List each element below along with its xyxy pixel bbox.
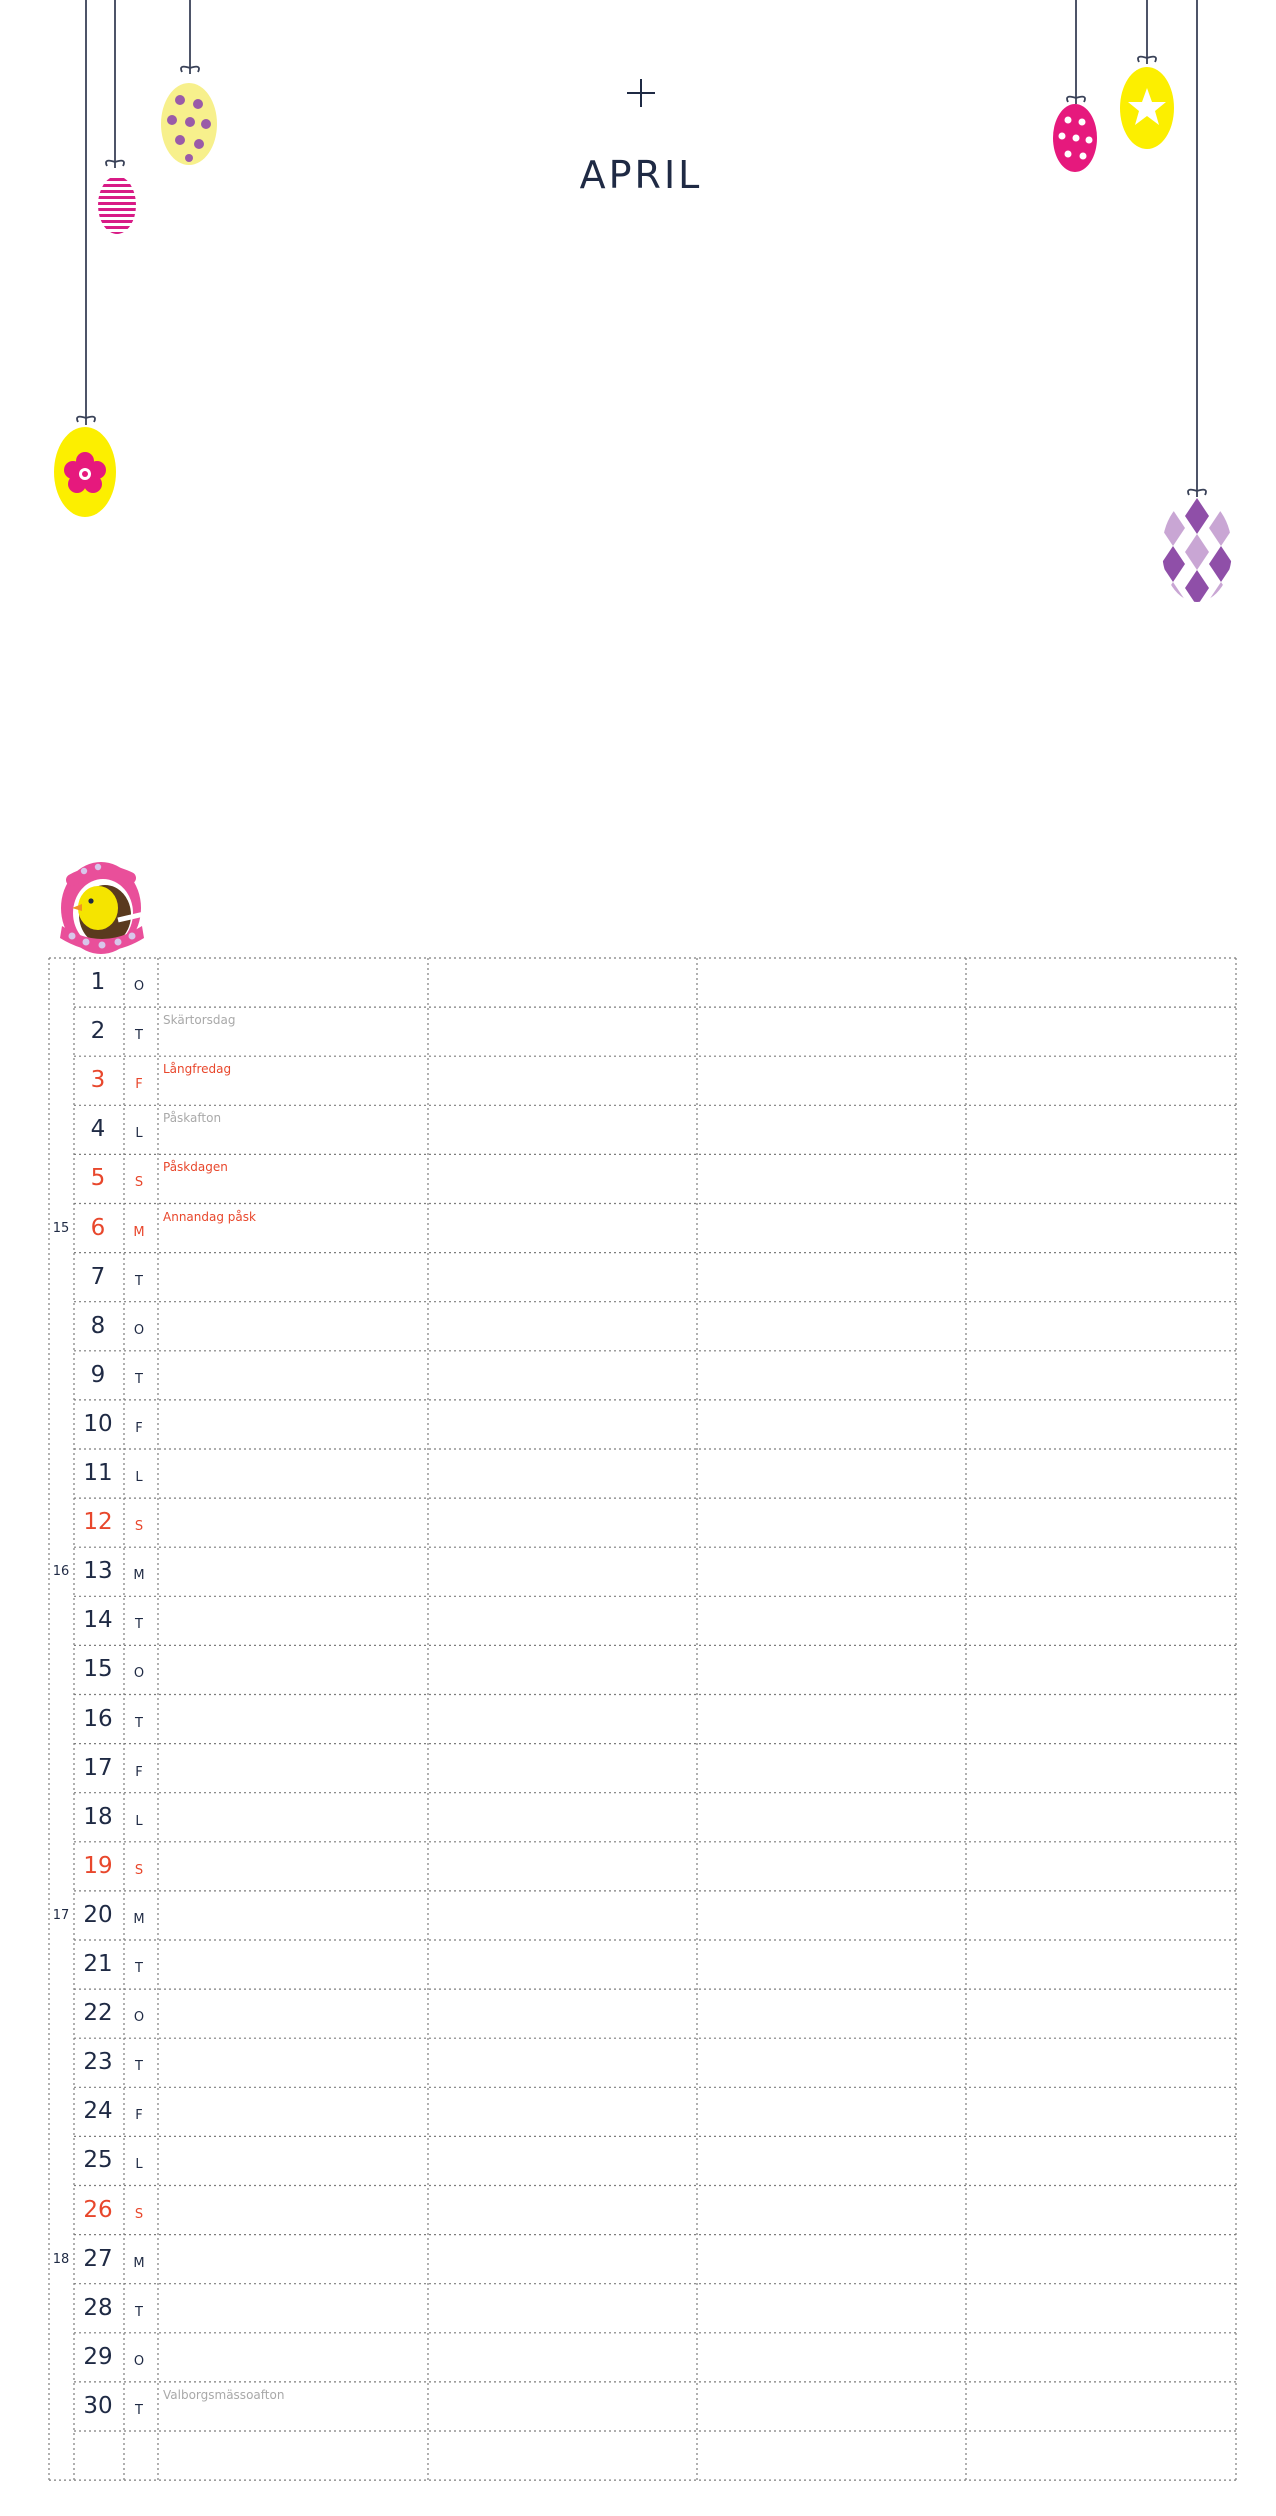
note-cell[interactable] <box>697 2136 966 2185</box>
note-cell[interactable] <box>428 2235 697 2284</box>
note-cell[interactable] <box>428 1400 697 1449</box>
note-cell[interactable] <box>428 1940 697 1989</box>
note-cell[interactable] <box>697 1302 966 1351</box>
note-cell[interactable] <box>966 1645 1236 1694</box>
day-number: 6 <box>90 1214 106 1241</box>
note-cell[interactable] <box>158 1645 428 1694</box>
note-cell[interactable] <box>966 1154 1236 1203</box>
note-cell[interactable] <box>697 1154 966 1203</box>
note-cell[interactable] <box>966 2235 1236 2284</box>
note-cell[interactable] <box>158 2186 428 2235</box>
note-cell[interactable] <box>428 1793 697 1842</box>
note-cell[interactable] <box>966 1547 1236 1596</box>
day-number: 11 <box>83 1460 113 1486</box>
weekday-letter: T <box>135 1273 143 1289</box>
note-cell[interactable] <box>697 2284 966 2333</box>
note-cell[interactable] <box>697 2087 966 2136</box>
holiday-note: Skärtorsdag <box>163 1013 236 1028</box>
weekday-letter: S <box>134 1519 144 1535</box>
note-cell[interactable] <box>158 1547 428 1596</box>
note-cell[interactable] <box>966 1204 1236 1253</box>
weekday-letter: L <box>135 2157 143 2173</box>
note-cell[interactable] <box>158 1253 428 1302</box>
note-cell[interactable] <box>428 1154 697 1203</box>
note-cell[interactable] <box>697 1449 966 1498</box>
note-cell[interactable] <box>158 1498 428 1547</box>
note-cell[interactable] <box>697 1547 966 1596</box>
note-cell[interactable] <box>428 958 697 1007</box>
note-cell[interactable] <box>966 1400 1236 1449</box>
day-number: 15 <box>83 1656 113 1683</box>
note-cell[interactable] <box>966 1842 1236 1891</box>
day-number: 22 <box>83 2000 113 2027</box>
weekday-letter: T <box>135 1961 143 1976</box>
note-cell[interactable] <box>158 1596 428 1645</box>
note-cell[interactable] <box>966 1351 1236 1400</box>
note-cell[interactable] <box>428 1989 697 2038</box>
note-cell[interactable] <box>697 1105 966 1154</box>
note-cell[interactable] <box>158 1989 428 2038</box>
weekday-letter: S <box>134 1175 144 1191</box>
note-cell[interactable] <box>158 1204 428 1253</box>
week-number: 15 <box>52 1220 70 1236</box>
note-cell[interactable] <box>158 1154 428 1203</box>
note-cell[interactable] <box>966 1007 1236 1056</box>
note-cell[interactable] <box>158 2382 428 2431</box>
weekday-letter: F <box>135 2108 143 2124</box>
note-cell[interactable] <box>966 1056 1236 1105</box>
note-cell[interactable] <box>697 1498 966 1547</box>
note-cell[interactable] <box>428 1105 697 1154</box>
note-cell[interactable] <box>697 1989 966 2038</box>
day-number: 13 <box>83 1558 113 1585</box>
weekday-letter: O <box>133 2353 145 2369</box>
note-cell[interactable] <box>966 1940 1236 1989</box>
note-cell[interactable] <box>966 1793 1236 1842</box>
note-cell[interactable] <box>428 2284 697 2333</box>
weekday-letter: O <box>133 1666 145 1682</box>
note-cell[interactable] <box>966 2333 1236 2382</box>
day-number: 1 <box>90 969 106 995</box>
note-cell[interactable] <box>966 958 1236 1007</box>
note-cell[interactable] <box>697 2186 966 2235</box>
weekday-letter: M <box>133 2255 145 2271</box>
note-cell[interactable] <box>697 1253 966 1302</box>
note-cell[interactable] <box>966 1891 1236 1940</box>
note-cell[interactable] <box>428 2186 697 2235</box>
day-number: 19 <box>83 1852 113 1879</box>
note-cell[interactable] <box>428 2136 697 2185</box>
note-cell[interactable] <box>966 2038 1236 2087</box>
note-cell[interactable] <box>697 2333 966 2382</box>
weekday-letter: T <box>135 1028 143 1044</box>
day-number: 23 <box>83 2049 113 2076</box>
note-cell[interactable] <box>428 1253 697 1302</box>
day-number: 21 <box>83 1951 113 1977</box>
holiday-note: Påskdagen <box>163 1160 228 1175</box>
note-cell[interactable] <box>428 1596 697 1645</box>
note-cell[interactable] <box>428 1056 697 1105</box>
note-cell[interactable] <box>158 2235 428 2284</box>
day-number: 5 <box>90 1165 106 1192</box>
day-number: 16 <box>83 1705 113 1732</box>
weekday-letter: T <box>135 2059 143 2075</box>
day-number: 20 <box>83 1901 113 1928</box>
holiday-note: Annandag påsk <box>163 1209 256 1224</box>
note-cell[interactable] <box>966 2087 1236 2136</box>
note-cell[interactable] <box>428 1744 697 1793</box>
weekday-letter: M <box>133 1224 145 1240</box>
note-cell[interactable] <box>158 1891 428 1940</box>
day-number: 14 <box>83 1607 113 1634</box>
month-title: APRIL <box>579 153 703 198</box>
day-number: 10 <box>83 1410 113 1437</box>
note-cell[interactable] <box>428 1645 697 1694</box>
note-cell[interactable] <box>158 2333 428 2382</box>
note-cell[interactable] <box>158 2136 428 2185</box>
day-number: 24 <box>83 2098 113 2125</box>
note-cell[interactable] <box>428 1891 697 1940</box>
note-cell[interactable] <box>428 1842 697 1891</box>
day-number: 17 <box>83 1754 113 1781</box>
note-cell[interactable] <box>158 1056 428 1105</box>
note-cell[interactable] <box>966 1302 1236 1351</box>
note-cell[interactable] <box>697 1056 966 1105</box>
weekday-letter: M <box>133 1911 145 1927</box>
weekday-letter: F <box>135 1764 143 1780</box>
weekday-letter: T <box>135 1371 143 1387</box>
weekday-letter: L <box>135 1126 143 1142</box>
day-number: 25 <box>83 2147 113 2174</box>
note-cell[interactable] <box>158 1793 428 1842</box>
weekday-letter: L <box>135 1470 143 1485</box>
note-cell[interactable] <box>697 1940 966 1989</box>
note-cell[interactable] <box>428 1302 697 1351</box>
week-number: 16 <box>52 1564 70 1580</box>
note-cell[interactable] <box>158 2087 428 2136</box>
note-cell[interactable] <box>966 2382 1236 2431</box>
note-cell[interactable] <box>158 2038 428 2087</box>
weekday-letter: F <box>135 1077 143 1093</box>
note-cell[interactable] <box>158 1940 428 1989</box>
weekday-letter: O <box>133 2010 145 2026</box>
note-cell[interactable] <box>966 1449 1236 1498</box>
weekday-letter: O <box>133 979 145 994</box>
weekday-letter: L <box>135 1813 143 1829</box>
note-cell[interactable] <box>697 1596 966 1645</box>
note-cell[interactable] <box>966 1989 1236 2038</box>
note-cell[interactable] <box>158 1105 428 1154</box>
weekday-letter: T <box>135 1617 143 1633</box>
note-cell[interactable] <box>428 2038 697 2087</box>
note-cell[interactable] <box>428 1547 697 1596</box>
note-cell[interactable] <box>158 1695 428 1744</box>
note-cell[interactable] <box>428 1007 697 1056</box>
day-number: 12 <box>83 1509 113 1536</box>
note-cell[interactable] <box>158 1842 428 1891</box>
day-number: 7 <box>90 1263 106 1290</box>
day-number: 2 <box>90 1018 106 1045</box>
note-cell[interactable] <box>966 2186 1236 2235</box>
note-cell[interactable] <box>428 2333 697 2382</box>
holiday-note: Påskafton <box>163 1111 222 1126</box>
note-cell[interactable] <box>966 2284 1236 2333</box>
weekday-letter: S <box>134 1862 144 1878</box>
note-cell[interactable] <box>697 2382 966 2431</box>
note-cell[interactable] <box>158 2284 428 2333</box>
note-cell[interactable] <box>158 1744 428 1793</box>
holiday-note: Valborgsmässoafton <box>163 2387 285 2402</box>
weekday-letter: T <box>135 1715 143 1731</box>
note-cell[interactable] <box>966 2136 1236 2185</box>
note-cell[interactable] <box>428 1498 697 1547</box>
note-cell[interactable] <box>428 2087 697 2136</box>
note-cell[interactable] <box>428 1695 697 1744</box>
note-cell[interactable] <box>158 1007 428 1056</box>
note-cell[interactable] <box>697 1891 966 1940</box>
note-cell[interactable] <box>697 2038 966 2087</box>
weekday-letter: T <box>135 2304 143 2320</box>
holiday-note: Långfredag <box>163 1062 232 1077</box>
note-cell[interactable] <box>428 1449 697 1498</box>
note-cell[interactable] <box>697 1744 966 1793</box>
note-cell[interactable] <box>158 1449 428 1498</box>
day-number: 4 <box>90 1116 106 1143</box>
day-number: 29 <box>83 2343 113 2370</box>
day-number: 27 <box>83 2245 113 2272</box>
note-cell[interactable] <box>966 1253 1236 1302</box>
week-number: 17 <box>52 1907 70 1923</box>
week-number: 18 <box>52 2251 70 2267</box>
weekday-letter: O <box>133 1322 145 1338</box>
weekday-letter: T <box>135 2402 143 2418</box>
note-cell[interactable] <box>428 2382 697 2431</box>
day-number: 28 <box>83 2294 113 2321</box>
day-number: 8 <box>90 1312 106 1339</box>
weekday-letter: F <box>135 1420 143 1436</box>
weekday-letter: S <box>134 2206 144 2222</box>
note-cell[interactable] <box>966 1498 1236 1547</box>
day-number: 26 <box>83 2196 113 2223</box>
note-cell[interactable] <box>697 958 966 1007</box>
note-cell[interactable] <box>428 1204 697 1253</box>
note-cell[interactable] <box>158 1351 428 1400</box>
note-cell[interactable] <box>158 1400 428 1449</box>
note-cell[interactable] <box>697 1793 966 1842</box>
note-cell[interactable] <box>966 1105 1236 1154</box>
note-cell[interactable] <box>697 1695 966 1744</box>
day-number: 30 <box>83 2392 113 2419</box>
note-cell[interactable] <box>966 1744 1236 1793</box>
note-cell[interactable] <box>697 1204 966 1253</box>
note-cell[interactable] <box>158 958 428 1007</box>
note-cell[interactable] <box>697 1400 966 1449</box>
note-cell[interactable] <box>697 2235 966 2284</box>
note-cell[interactable] <box>428 1351 697 1400</box>
note-cell[interactable] <box>158 1302 428 1351</box>
note-cell[interactable] <box>966 1695 1236 1744</box>
weekday-letter: M <box>133 1568 145 1584</box>
day-number: 3 <box>90 1067 106 1094</box>
note-cell[interactable] <box>697 1842 966 1891</box>
day-number: 9 <box>90 1361 106 1388</box>
day-number: 18 <box>83 1803 113 1830</box>
note-cell[interactable] <box>697 1351 966 1400</box>
note-cell[interactable] <box>966 1596 1236 1645</box>
note-cell[interactable] <box>697 1007 966 1056</box>
note-cell[interactable] <box>697 1645 966 1694</box>
